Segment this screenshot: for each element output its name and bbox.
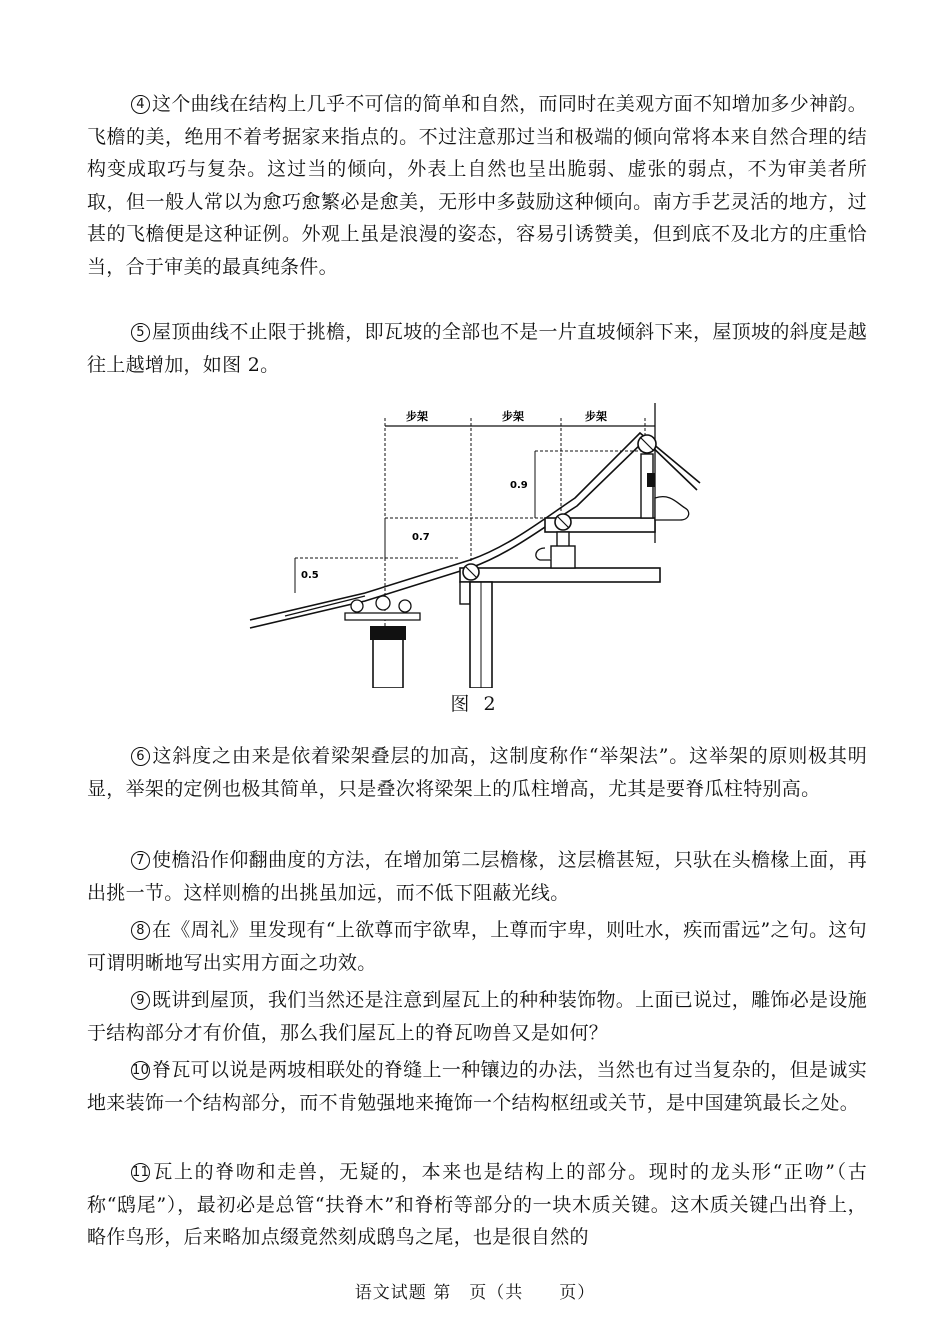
bujia-label-2: 步架 [502,410,524,423]
paragraph-number: 5 [131,323,150,342]
bujia-label-3: 步架 [585,410,607,423]
paragraph-text: 这斜度之由来是依着梁架叠层的加高，这制度称作“举架法”。这举架的原则极其明显，举架的定例也极其简单，只是叠次将梁架上的瓜柱增高，尤其是要脊瓜柱特别高。 [87,745,867,800]
bracket-arm [345,613,420,620]
corbel-cloud-right [655,497,689,520]
paragraph-number: 8 [131,921,150,940]
corbel-cloud-left [536,548,551,560]
paragraph-4 [87,88,867,283]
column-capital [370,626,406,640]
paragraph-text: 在《周礼》里发现有“上欲尊而宇欲卑，上尊而宇卑，则吐水，疾而雷远”之句。这句可谓明晰地写出实用方面之功效。 [87,919,867,974]
figure-caption: 图 2 [450,693,500,715]
paragraph-number: 11 [132,1165,150,1180]
paragraph-7 [87,844,867,909]
beam-end [460,582,470,604]
paragraph-8 [87,914,867,979]
roof-raising-diagram [245,398,705,688]
paragraph-number: 10 [132,1063,150,1078]
melon-column-base-1 [551,546,575,568]
paragraph-text: 瓦上的脊吻和走兽，无疑的，本来也是结构上的部分。现时的龙头形“正吻”（古称“鸱尾”），最初必是总管“扶脊木”和脊桁等部分的一块木质关键。这木质关键凸出脊上，略作鸟形，后来略加点缀竟然刻成鸱鸟之尾，也是很自然的 [87,1161,867,1248]
paragraph-text: 使檐沿作仰翻曲度的方法，在增加第二层檐椽，这层檐甚短，只驮在头檐椽上面，再出挑一节。这样则檐的出挑虽加远，而不低下阻蔽光线。 [87,849,867,904]
rise-label-0.5: 0.5 [301,570,319,581]
paragraph-number: 4 [131,95,150,114]
main-beam [460,568,660,582]
outer-column [373,638,403,688]
paragraph-text: 这个曲线在结构上几乎不可信的简单和自然，而同时在美观方面不知增加多少神韵。飞檐的美，绝用不着考据家来指点的。不过注意那过当和极端的倾向常将本来自然合理的结构变成取巧与复杂。这过当的倾向，外表上自然也呈出脆弱、虚张的弱点，不为审美者所取，但一般人常以为愈巧愈繁必是愈美，无形中多鼓励这种倾向。南方手艺灵活的地方，过甚的飞檐便是这种证例。外观上虽是浪漫的姿态，容易引诱赞美，但到底不及北方的庄重恰当，合于审美的最真纯条件。 [87,93,867,278]
paragraph-number: 6 [131,747,150,766]
page-footer: 语文试题 第 页（共 页） [354,1283,596,1303]
purlin-end-2 [376,596,390,610]
ridge-column-mark [647,473,655,487]
rise-label-0.7: 0.7 [412,532,430,543]
paragraph-text: 脊瓦可以说是两坡相联处的脊缝上一种镶边的办法，当然也有过当复杂的，但是诚实地来装饰一个结构部分，而不肯勉强地来掩饰一个结构枢纽或关节，是中国建筑最长之处。 [87,1059,867,1114]
purlin-end-1 [351,600,363,612]
paragraph-text: 屋顶曲线不止限于挑檐，即瓦坡的全部也不是一片直坡倾斜下来，屋顶坡的斜度是越往上越增加，如图 2。 [87,321,867,376]
paragraph-number: 7 [131,851,150,870]
paragraph-11 [87,1156,867,1254]
paragraph-6 [87,740,867,805]
paragraph-10 [87,1054,867,1119]
rise-label-0.9: 0.9 [510,480,528,491]
paragraph-9 [87,984,867,1049]
paragraph-text: 既讲到屋顶，我们当然还是注意到屋瓦上的种种装饰物。上面已说过，雕饰必是设施于结构部分才有价值，那么我们屋瓦上的脊瓦吻兽又是如何？ [87,989,867,1044]
bujia-label-1: 步架 [406,410,428,423]
paragraph-number: 9 [131,991,150,1010]
paragraph-5 [87,316,867,381]
purlin-end-3 [399,600,411,612]
